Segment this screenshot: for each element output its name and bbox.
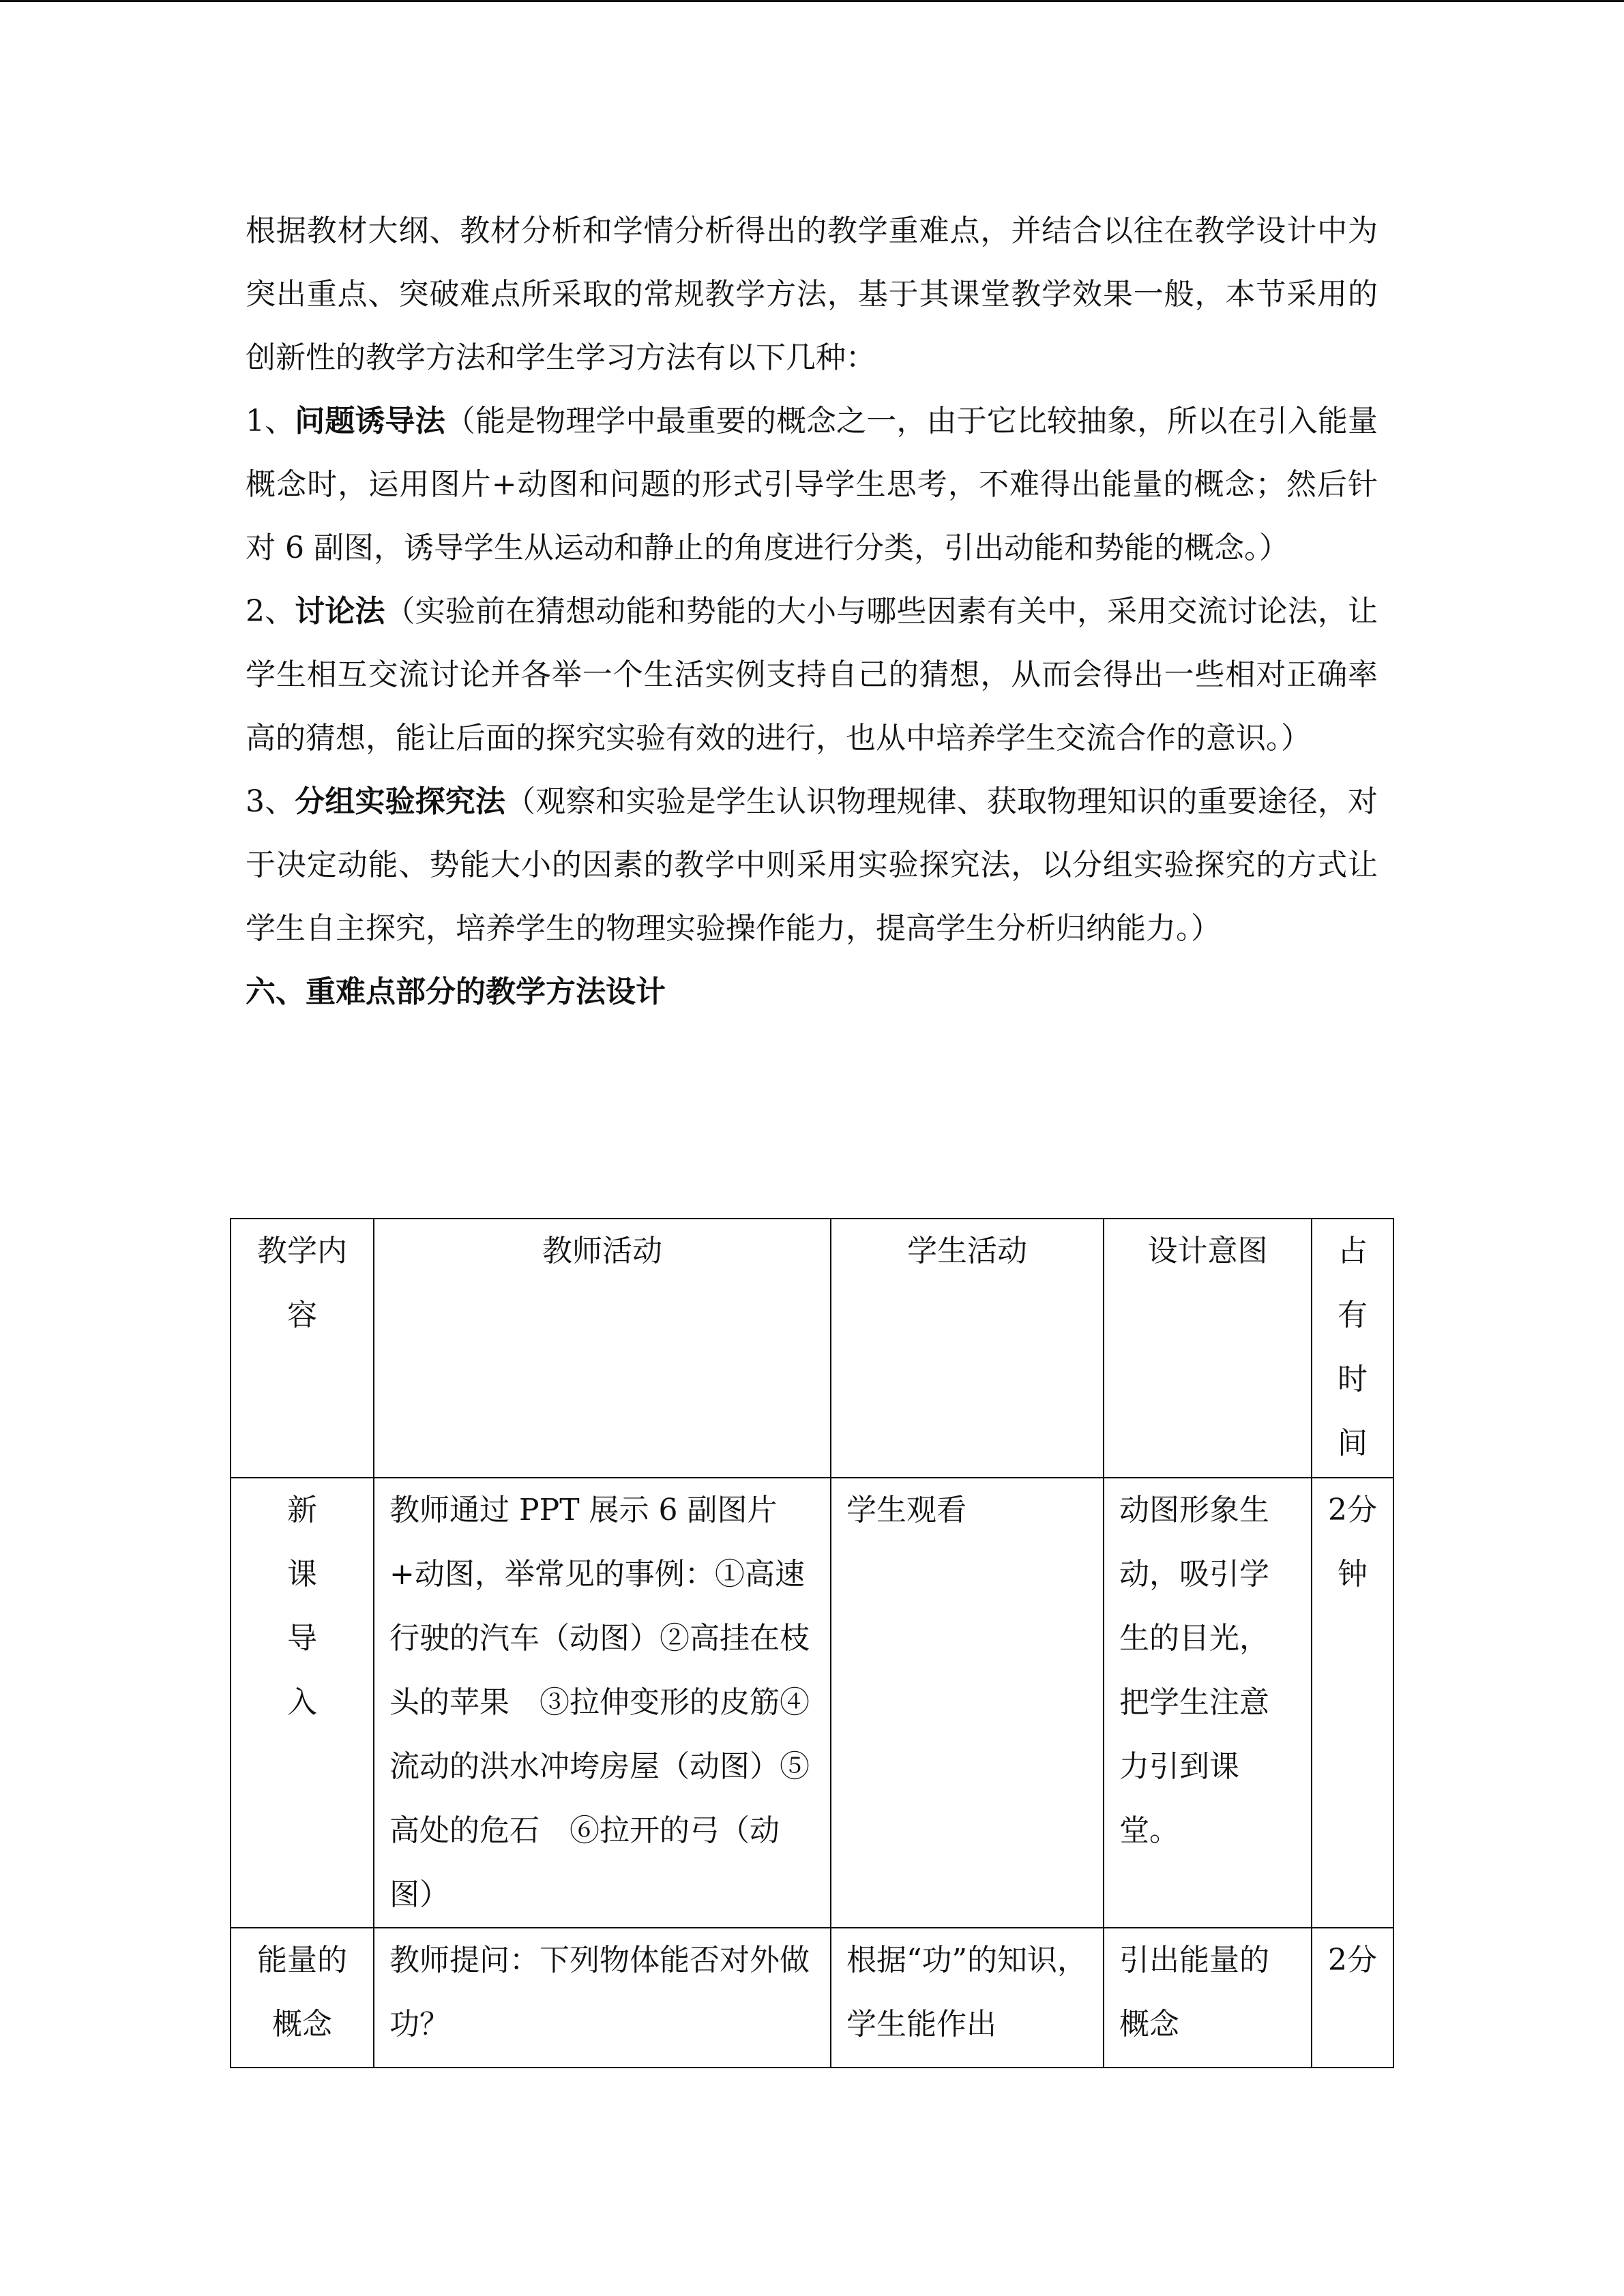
cell-time: 2分 <box>1312 1928 1393 2068</box>
cell-content: 新课导入 <box>231 1478 374 1928</box>
cell-intent: 引出能量的概念 <box>1104 1928 1312 2068</box>
method-term: 分组实验探究法 <box>295 784 505 819</box>
table-row <box>231 1928 1393 2068</box>
method-item-1 <box>246 389 1378 580</box>
method-item-3 <box>246 770 1378 960</box>
method-description: （能是物理学中最重要的概念之一，由于它比较抽象，所以在引入能量概念时，运用图片+动图和问题的形式引导学生思考，不难得出能量的概念；然后针对 6 副图，诱导学生从运动和静止的角度进行分类，引出动能和势能的概念。） <box>246 404 1378 565</box>
table-header-row <box>231 1219 1393 1478</box>
method-description: （实验前在猜想动能和势能的大小与哪些因素有关中，采用交流讨论法，让学生相互交流讨论并各举一个生活实例支持自己的猜想，从而会得出一些相对正确率高的猜想，能让后面的探究实验有效的进行，也从中培养学生交流合作的意识。） <box>246 594 1378 756</box>
method-term: 问题诱导法 <box>295 404 445 438</box>
teaching-method-table <box>230 1218 1394 2068</box>
header-cell-time: 占有时间 <box>1312 1219 1393 1478</box>
cell-intent: 动图形象生动，吸引学生的目光，把学生注意力引到课堂。 <box>1104 1478 1312 1928</box>
cell-teacher: 教师通过 PPT 展示 6 副图片+动图，举常见的事例：①高速行驶的汽车（动图）②高挂在枝头的苹果 ③拉伸变形的皮筋④流动的洪水冲垮房屋（动图）⑤高处的危石 ⑥拉开的弓（动图） <box>374 1478 831 1928</box>
document-body <box>246 199 1378 1024</box>
header-cell-intent: 设计意图 <box>1104 1219 1312 1478</box>
header-cell-teacher: 教师活动 <box>374 1219 831 1478</box>
cell-student: 学生观看 <box>831 1478 1104 1928</box>
method-number: 1、 <box>246 404 295 438</box>
cell-student: 根据“功”的知识，学生能作出 <box>831 1928 1104 2068</box>
method-description: （观察和实验是学生认识物理规律、获取物理知识的重要途径，对于决定动能、势能大小的因素的教学中则采用实验探究法，以分组实验探究的方式让学生自主探究，培养学生的物理实验操作能力，提高学生分析归纳能力。） <box>246 784 1378 946</box>
intro-paragraph: 根据教材大纲、教材分析和学情分析得出的教学重难点，并结合以往在教学设计中为突出重点、突破难点所采取的常规教学方法，基于其课堂教学效果一般，本节采用的创新性的教学方法和学生学习方法有以下几种： <box>246 213 1378 375</box>
method-item-2 <box>246 580 1378 770</box>
method-term: 讨论法 <box>295 594 385 629</box>
cell-content: 能量的概念 <box>231 1928 374 2068</box>
method-number: 2、 <box>246 594 295 629</box>
cell-teacher: 教师提问：下列物体能否对外做功？ <box>374 1928 831 2068</box>
table-row <box>231 1478 1393 1928</box>
section-title: 六、重难点部分的教学方法设计 <box>246 974 666 1009</box>
header-cell-student: 学生活动 <box>831 1219 1104 1478</box>
header-cell-content: 教学内容 <box>231 1219 374 1478</box>
page-top-border <box>0 0 1624 2</box>
method-number: 3、 <box>246 784 295 819</box>
cell-time: 2分钟 <box>1312 1478 1393 1928</box>
